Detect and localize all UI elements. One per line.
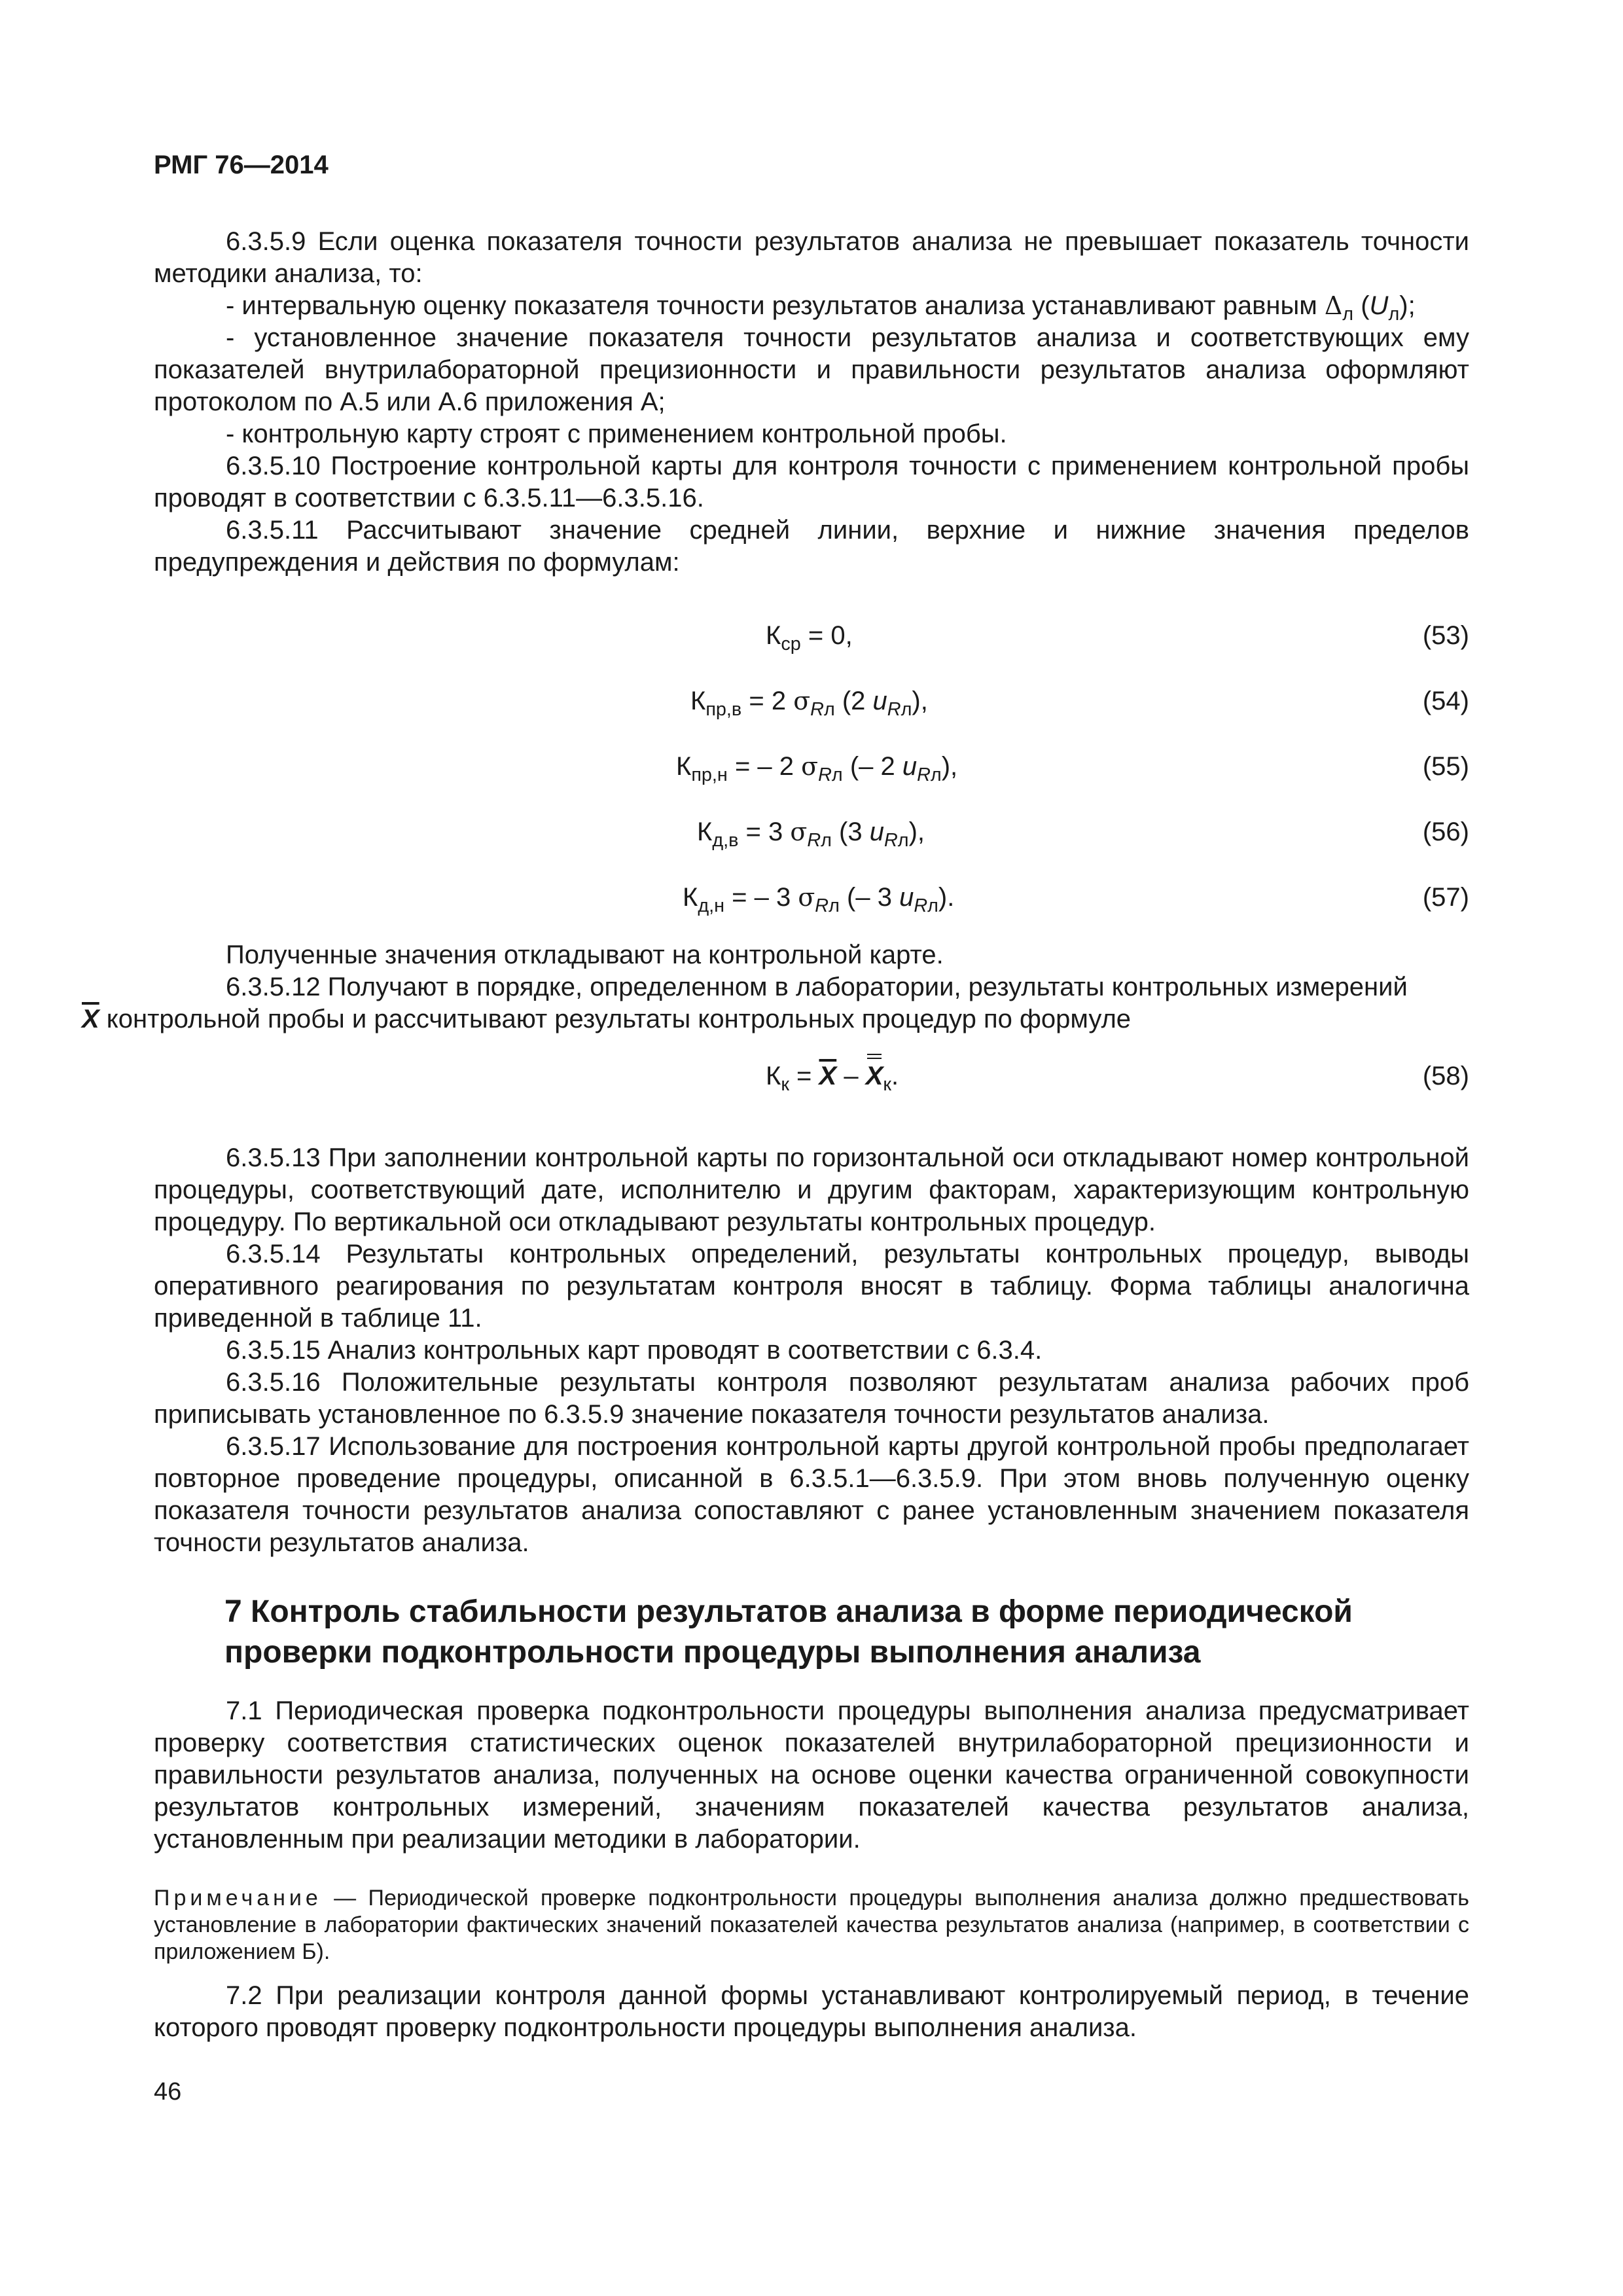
list-item-protocol: - установленное значение показателя точности результатов анализа и соответствующих ему показателей внутрилабораторной прецизионности и правильности результатов анализа оформляют протоколом по А.5 или А.6 приложения А;	[154, 323, 1469, 416]
formula-number-56: (56)	[1422, 817, 1469, 846]
formula-number-57: (57)	[1422, 883, 1469, 912]
formula-block	[154, 605, 1469, 933]
list-item-control-chart: - контрольную карту строят с применением контрольной пробы.	[226, 420, 1007, 448]
paragraph-6-3-5-16: 6.3.5.16 Положительные результаты контроля позволяют результатам анализа рабочих проб приписывать установленное по 6.3.5.9 значение показателя точности результатов анализа.	[154, 1368, 1469, 1429]
formula-55: $К_{пр,н}$ = – 2 $\sigma_{Rл}$ (– 2 $u_{Rл}$), (55)	[676, 752, 1469, 786]
note	[154, 1885, 1469, 1965]
formula-57: $К_{д,н}$ = – 3 $\sigma_{Rл}$ (– 3 $u_{Rл}$). (57)	[683, 883, 1469, 917]
paragraph-7-1-block	[154, 1695, 1469, 1856]
formula-56: $К_{д,в} = 3$ $\sigma_{Rл}$ (3 $u_{Rл}$), (56)	[697, 817, 1469, 852]
clause-6-3-5-13-block	[154, 1142, 1469, 1559]
note-text: — Периодической проверке подконтрольности процедуры выполнения анализа должно предшествовать установление в лаборатории фактических значений показателей качества результатов анализа (например, в соответствии с приложением Б).	[154, 1886, 1469, 1964]
paragraph-7-1: 7.1 Периодическая проверка подконтрольности процедуры выполнения анализа предусматривает проверку соответствия статистических оценок показателей внутрилабораторной прецизионности и правильности результатов анализа, полученных на основе оценки качества ограниченной совокупности результатов контрольных измерений, значениям показателей качества результатов анализа, установленным при реализации методики в лаборатории.	[154, 1696, 1469, 1854]
paragraph-6-3-5-15: 6.3.5.15 Анализ контрольных карт проводят в соответствии с 6.3.4.	[226, 1336, 1043, 1365]
list-item-interval: - интервальную оценку показателя точности результатов анализа устанавливают равным $\Delta_л$ $(U_л)$;	[226, 291, 1416, 325]
page-number: 46	[154, 2078, 182, 2106]
note-label: Примечание	[154, 1886, 322, 1910]
section-7-heading: 7 Контроль стабильности результатов анализа в форме периодической проверки подконтрольности процедуры выполнения анализа	[224, 1594, 1353, 1670]
formula-number-53: (53)	[1422, 621, 1469, 650]
formula-54: $К_{пр,в} = 2$ $\sigma_{Rл}$ (2 $u_{Rл}$), (54)	[690, 687, 1469, 721]
paragraph-results-plotted: Полученные значения откладывают на контрольной карте.	[226, 941, 944, 969]
paragraph-6-3-5-9: 6.3.5.9 Если оценка показателя точности результатов анализа не превышает показатель точности методики анализа, то:	[154, 227, 1469, 288]
paragraph-6-3-5-11: 6.3.5.11 Рассчитывают значение средней линии, верхние и нижние значения пределов предупреждения и действия по формулам:	[154, 516, 1469, 577]
paragraph-6-3-5-17: 6.3.5.17 Использование для построения контрольной карты другой контрольной пробы предполагает повторное проведение процедуры, описанной в 6.3.5.1—6.3.5.9. При этом вновь полученную оценку показателя точности результатов анализа сопоставляют с ранее установленным значением показателя точности результатов анализа.	[154, 1432, 1469, 1557]
clause-6-3-5-9-block	[154, 226, 1469, 579]
clause-6-3-5-12-block	[82, 939, 1469, 1107]
paragraph-6-3-5-12: 6.3.5.12 Получают в порядке, определенном в лаборатории, результаты контрольных измерений $\overline{X}$ контрольной пробы и рассчитывают результаты контрольных процедур по формуле	[82, 973, 1408, 1033]
paragraph-7-2: 7.2 При реализации контроля данной формы устанавливают контролируемый период, в течение которого проводят проверку подконтрольности процедуры выполнения анализа.	[154, 1981, 1469, 2042]
paragraph-6-3-5-13: 6.3.5.13 При заполнении контрольной карты по горизонтальной оси откладывают номер контрольной процедуры, соответствующий дате, исполнителю и другим факторам, характеризующим контрольную процедуру. По вертикальной оси откладывают результаты контрольных процедур.	[154, 1143, 1469, 1236]
paragraph-6-3-5-14: 6.3.5.14 Результаты контрольных определений, результаты контрольных процедур, выводы оперативного реагирования по результатам контроля вносят в таблицу. Форма таблицы аналогична приведенной в таблице 11.	[154, 1240, 1469, 1333]
formula-53: $К_{ср} = 0$, (53)	[766, 621, 1469, 655]
formula-number-54: (54)	[1422, 687, 1469, 715]
formula-number-55: (55)	[1422, 752, 1469, 781]
paragraph-6-3-5-10: 6.3.5.10 Построение контрольной карты для контроля точности с применением контрольной пробы проводят в соответствии с 6.3.5.11—6.3.5.16.	[154, 452, 1469, 512]
paragraph-7-2-block	[154, 1980, 1469, 2044]
formula-number-58: (58)	[1422, 1062, 1469, 1090]
document-code: РМГ 76—2014	[154, 151, 329, 179]
formula-58: $К_к = \overline{X} - X_к$. (58)	[766, 1062, 1469, 1096]
